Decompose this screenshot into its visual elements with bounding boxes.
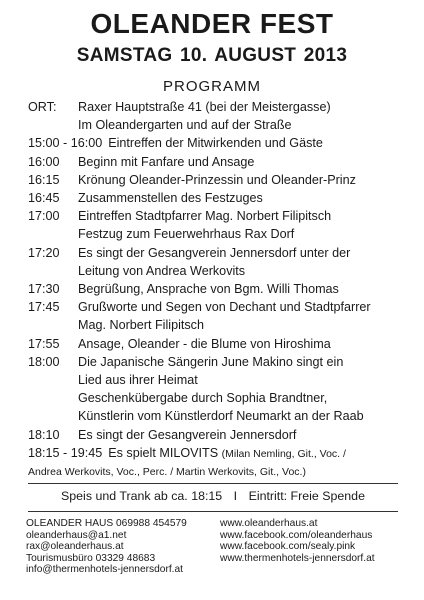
program-text: Eintreffen Stadtpfarrer Mag. Norbert Filipitsch	[78, 209, 332, 224]
contact-phone: OLEANDER HAUS 069988 454579	[26, 518, 187, 529]
program-text: Krönung Oleander-Prinzessin und Oleander-Prinz	[78, 172, 356, 187]
program-heading: PROGRAMM	[163, 78, 261, 95]
program-text: Zusammenstellen des Festzuges	[78, 191, 263, 206]
program-text: Mag. Norbert Filipitsch	[78, 318, 204, 333]
program-time: 17:20	[28, 245, 60, 260]
page-title: OLEANDER FEST	[90, 8, 334, 39]
program-item	[28, 171, 408, 189]
program-time: 18:00	[28, 354, 60, 369]
program-list	[28, 98, 408, 481]
program-item	[28, 426, 408, 444]
program-time: ORT:	[28, 100, 57, 114]
program-text: Künstlerin vom Künstlerdorf Neumarkt an der Raab	[78, 409, 364, 424]
contact-tourism-phone: Tourismusbüro 03329 48683	[26, 552, 156, 564]
program-text: Im Oleandergarten und auf der Straße	[78, 118, 292, 133]
program-text: Die Japanische Sängerin June Makino singt ein	[78, 354, 344, 369]
program-text: Es singt der Gesangverein Jennersdorf	[78, 427, 297, 442]
program-item	[28, 134, 408, 152]
program-text: Grußworte und Segen von Dechant und Stadtpfarrer	[78, 300, 371, 315]
website-link: www.thermenhotels-jennersdorf.at	[220, 552, 375, 564]
food-info: Speis und Trank ab ca. 18:15	[61, 489, 223, 503]
program-item	[28, 335, 408, 353]
program-time: 17:00	[28, 209, 60, 224]
program-time: 16:15	[28, 172, 60, 187]
program-item	[28, 280, 408, 298]
program-item	[28, 207, 408, 243]
program-text: Lied aus ihrer Heimat	[78, 373, 198, 388]
program-text: Es spielt MILOVITS	[108, 445, 219, 460]
program-text: Eintreffen der Mitwirkenden und Gäste	[108, 136, 323, 151]
website-link: www.facebook.com/sealy.pink	[220, 541, 356, 553]
website-link: www.oleanderhaus.at	[220, 518, 318, 529]
program-time: 17:30	[28, 282, 60, 297]
footer-separator: I	[233, 489, 238, 503]
program-item	[28, 189, 408, 207]
contact-email: rax@oleanderhaus.at	[26, 541, 124, 553]
program-item	[28, 244, 408, 280]
program-text: Begrüßung, Ansprache von Bgm. Willi Thomas	[78, 282, 339, 297]
program-item	[28, 298, 408, 334]
program-text: Es singt der Gesangverein Jennersdorf unter der	[78, 245, 351, 260]
program-time: 18:15 - 19:45	[28, 445, 103, 460]
band-members-continued: Andrea Werkovits, Voc., Perc. / Martin Werkovits, Git., Voc.)	[28, 466, 306, 479]
program-item-last	[28, 444, 408, 463]
program-item	[28, 153, 408, 171]
program-text: Ansage, Oleander - die Blume von Hiroshima	[78, 336, 331, 351]
program-text: Raxer Hauptstraße 41 (bei der Meistergasse)	[78, 100, 331, 114]
program-time: 17:55	[28, 336, 60, 351]
contact-left	[26, 518, 187, 576]
program-text: Leitung von Andrea Werkovits	[78, 263, 246, 278]
entry-info: Eintritt: Freie Spende	[248, 489, 365, 503]
event-date: SAMSTAG 10. AUGUST 2013	[76, 45, 348, 66]
program-text: Festzug zum Feuerwehrhaus Rax Dorf	[78, 227, 295, 242]
website-link: www.facebook.com/oleanderhaus	[220, 529, 373, 541]
contact-email: oleanderhaus@a1.net	[26, 529, 127, 541]
program-text: Geschenkübergabe durch Sophia Brandtner,	[78, 391, 328, 406]
program-time: 18:10	[28, 427, 60, 442]
program-time: 17:45	[28, 300, 60, 315]
contact-right	[220, 518, 375, 564]
program-text: Beginn mit Fanfare und Ansage	[78, 154, 255, 169]
band-members: (Milan Nemling, Git., Voc. /	[221, 447, 346, 460]
program-time: 15:00 - 16:00	[28, 136, 103, 151]
footer-divider-bottom	[28, 511, 398, 512]
contact-email: info@thermenhotels-jennersdorf.at	[26, 564, 184, 576]
program-item	[28, 98, 408, 134]
program-time: 16:45	[28, 191, 60, 206]
program-item	[28, 353, 408, 426]
program-item-last-continued	[28, 463, 408, 481]
footer-info	[28, 489, 398, 503]
footer-divider-top	[28, 483, 398, 484]
program-time: 16:00	[28, 154, 60, 169]
